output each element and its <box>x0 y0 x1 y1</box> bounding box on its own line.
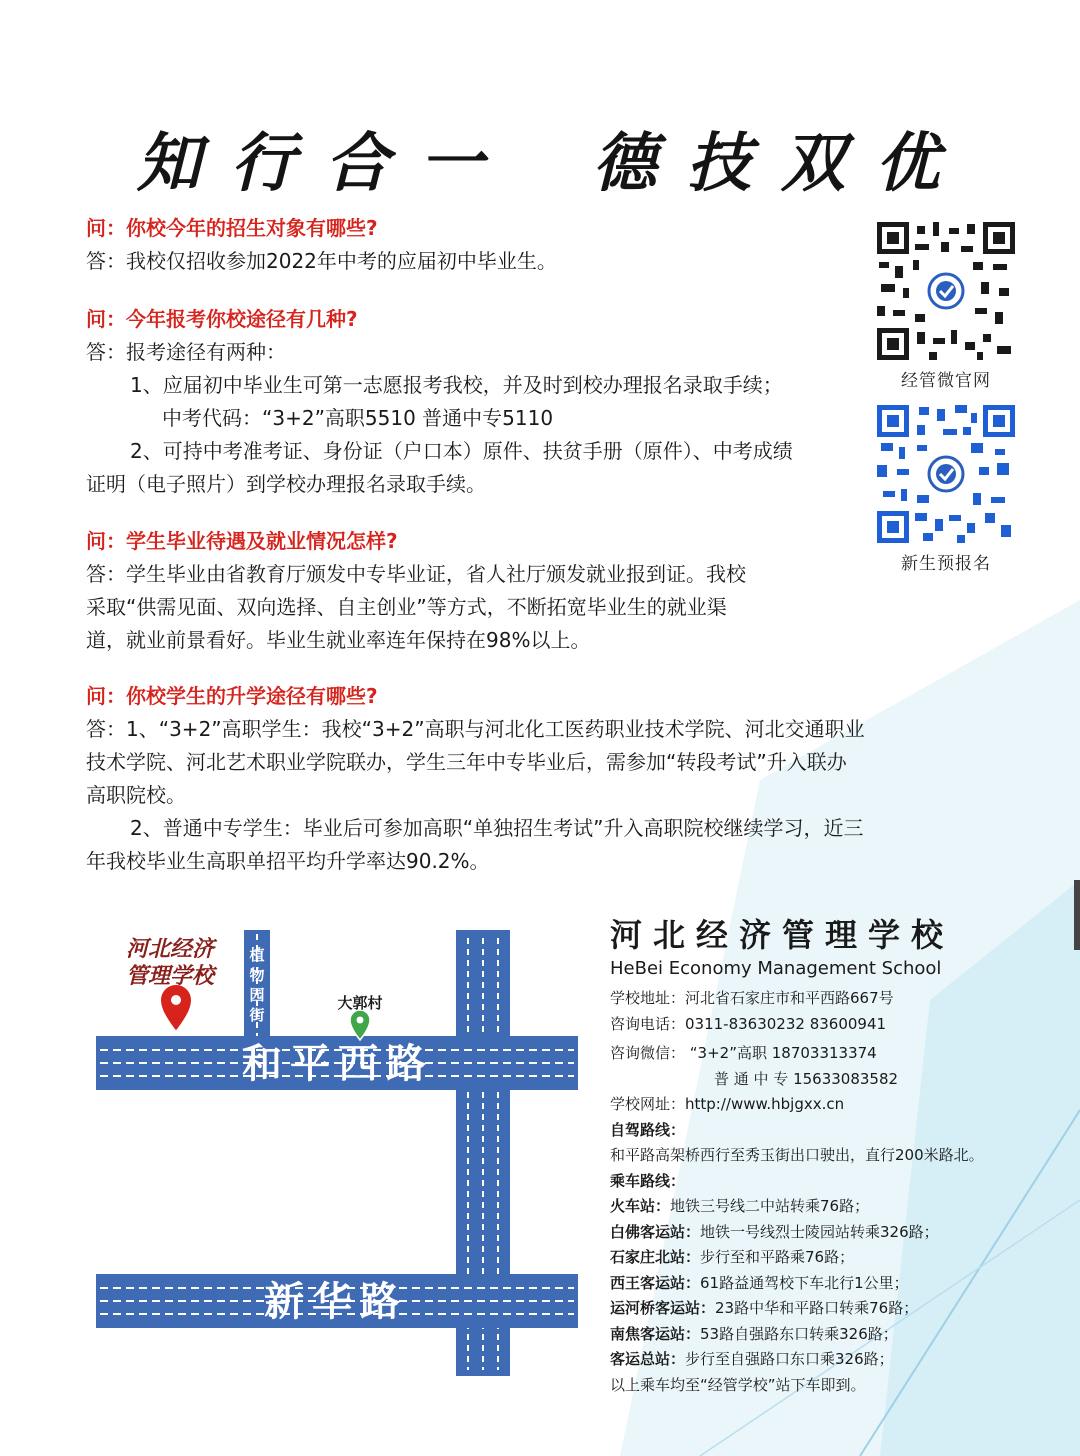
route-detail: 61路益通驾校下车北行1公里； <box>700 1273 909 1292</box>
slogan: 知 行 合 一 德 技 双 优 <box>136 126 944 201</box>
drive-route: 和平路高架桥西行至秀玉街出口驶出，直行200米路北。 <box>610 1146 984 1164</box>
route-row <box>610 1245 1070 1271</box>
answer-line: 答：我校仅招收参加2022年中考的应届初中毕业生。 <box>86 249 557 273</box>
route-detail: 步行至和平路乘76路； <box>700 1248 855 1266</box>
route-detail: 步行至自强路口东口乘326路； <box>685 1350 894 1368</box>
road1-label: 和平西路 <box>242 1041 434 1087</box>
route-detail: 23路中华和平路口转乘76路； <box>715 1299 919 1317</box>
route-row <box>610 1347 1070 1373</box>
school-name-cn: 河北经济管理学校 <box>610 916 955 954</box>
question: 问：学生毕业待遇及就业情况怎样? <box>86 529 398 553</box>
qr-code-icon <box>877 222 1015 360</box>
answer-line: 2、普通中专学生：毕业后可参加高职“单独招生考试”升入高职院校继续学习，近三 <box>130 816 864 840</box>
village-pin-icon <box>350 1010 370 1040</box>
route-row <box>610 1220 1070 1246</box>
qr-official-site[interactable] <box>874 222 1018 391</box>
street-label: 园 <box>249 986 265 1004</box>
route-station: 南焦客运站： <box>610 1324 701 1343</box>
route-station: 客运总站： <box>610 1350 686 1368</box>
answer-line: 中考代码：“3+2”高职5510 普通中专5110 <box>162 406 554 430</box>
drive-title: 自驾路线： <box>610 1120 686 1139</box>
route-detail: 地铁一号线烈士陵园站转乘326路； <box>700 1222 939 1241</box>
answer-line: 技术学院、河北艺术职业学院联办，学生三年中专毕业后，需参加“转段考试”升入联办 <box>86 750 847 774</box>
route-station: 西王客运站： <box>610 1273 701 1292</box>
question: 问：今年报考你校途径有几种? <box>86 307 358 331</box>
location-map <box>86 910 596 1390</box>
village-label: 大郭村 <box>337 994 383 1012</box>
question: 问：你校学生的升学途径有哪些? <box>86 684 378 708</box>
street-label: 植 <box>249 946 265 964</box>
answer-line: 1、应届初中毕业生可第一志愿报考我校，并及时到校办理报名录取手续； <box>130 373 783 397</box>
answer-line: 答：学生毕业由省教育厅颁发中专毕业证，省人社厅颁发就业报到证。我校 <box>86 562 746 586</box>
route-station: 火车站： <box>610 1197 671 1215</box>
final-note: 以上乘车均至“经管学校”站下车即到。 <box>610 1375 866 1394</box>
school-label: 河北经济 <box>126 936 215 962</box>
faq-block-3 <box>86 525 986 657</box>
street-label: 街 <box>249 1006 265 1024</box>
wechat-line: 咨询微信： “3+2”高职 18703313374 <box>610 1044 877 1062</box>
route-row <box>610 1322 1070 1348</box>
route-row <box>610 1296 1070 1322</box>
answer-line: 采取“供需见面、双向选择、自主创业”等方式，不断拓宽毕业生的就业渠 <box>86 595 727 619</box>
route-detail: 53路自强路东口转乘326路； <box>700 1324 898 1343</box>
bus-title: 乘车路线： <box>610 1171 686 1190</box>
question: 问：你校今年的招生对象有哪些? <box>86 216 378 240</box>
school-pin-icon <box>160 984 192 1032</box>
school-label: 管理学校 <box>126 963 215 989</box>
answer-line: 道，就业前景看好。毕业生就业率连年保持在98%以上。 <box>86 628 591 652</box>
route-station: 运河桥客运站： <box>610 1299 716 1317</box>
route-detail: 地铁三号线二中站转乘76路； <box>670 1197 870 1215</box>
qr-label: 经管微官网 <box>901 371 991 391</box>
answer-line: 答：报考途径有两种： <box>86 340 286 364</box>
qr-label: 新生预报名 <box>901 554 991 574</box>
address: 学校地址：河北省石家庄市和平西路667号 <box>610 989 894 1007</box>
school-info <box>610 914 1070 1398</box>
route-station: 白佛客运站： <box>610 1222 701 1241</box>
website[interactable]: 学校网址：http://www.hbjgxx.cn <box>610 1095 845 1113</box>
phone: 咨询电话：0311-83630232 83600941 <box>610 1014 887 1033</box>
road2-label: 新华路 <box>264 1279 408 1325</box>
qr-code-icon <box>877 405 1015 543</box>
route-row <box>610 1194 1070 1220</box>
school-name-en: HeBei Economy Management School <box>610 958 942 979</box>
route-station: 石家庄北站： <box>610 1248 701 1266</box>
answer-line: 高职院校。 <box>86 783 186 807</box>
answer-line: 答：1、“3+2”高职学生：我校“3+2”高职与河北化工医药职业技术学院、河北交通职业 <box>86 717 865 741</box>
faq-block-1 <box>86 212 986 278</box>
faq-block-2 <box>86 303 986 501</box>
answer-line: 2、可持中考准考证、身份证（户口本）原件、扶贫手册（原件）、中考成绩 <box>130 439 793 463</box>
answer-line: 证明（电子照片）到学校办理报名录取手续。 <box>86 472 486 496</box>
qr-pre-registration[interactable] <box>874 405 1018 574</box>
faq-block-4 <box>86 680 986 878</box>
route-row <box>610 1271 1070 1297</box>
answer-line: 年我校毕业生高职单招平均升学率达90.2%。 <box>86 849 490 873</box>
street-label: 物 <box>249 966 265 984</box>
wechat-line: 普 通 中 专 15633083582 <box>714 1069 899 1088</box>
